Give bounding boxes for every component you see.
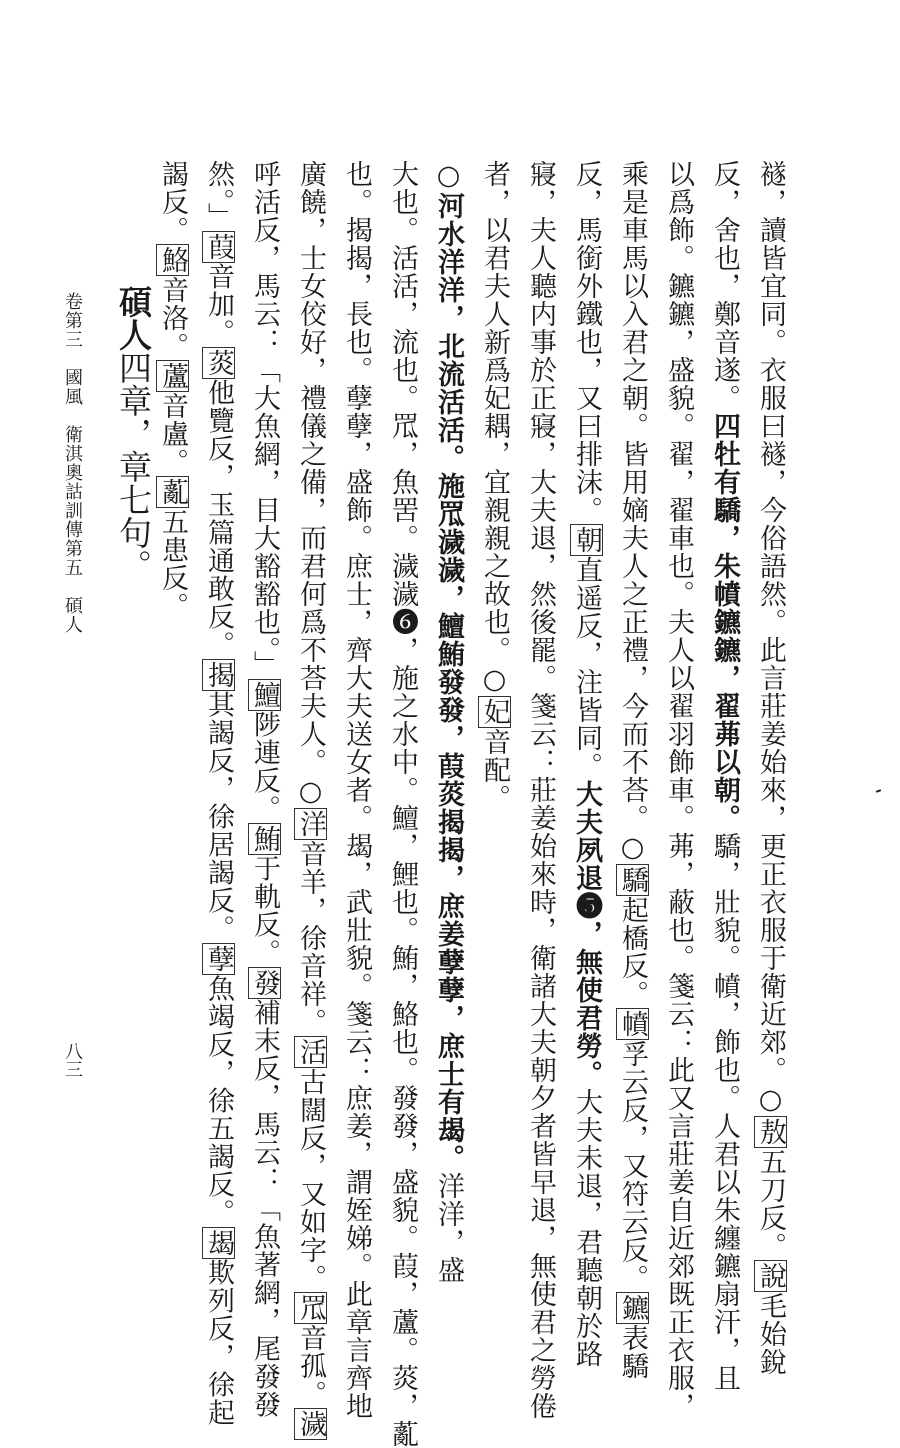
boxed-headword: 濊 (295, 1410, 326, 1438)
commentary-text: 衛諸大夫朝夕者皆早退，無使君之勞倦 (525, 944, 556, 1420)
boxed-headword: 蘆 (157, 362, 188, 390)
commentary-text: 洋洋，盛 (433, 1172, 464, 1284)
boxed-headword: 敖 (755, 1118, 786, 1146)
print-speck (876, 789, 881, 793)
boxed-headword: 朅 (203, 1228, 234, 1257)
commentary-text: 廣饒，士女佼好，禮儀之備，而君何爲不荅夫人。○ (295, 160, 326, 808)
commentary-text: 乘是車馬以入君之朝。皆用嫡夫人之正禮，今而不荅。○ (617, 160, 648, 864)
text-column-3 (658, 160, 698, 1420)
commentary-text: 毛始銳 (755, 1292, 786, 1376)
text-column-14 (152, 160, 192, 1250)
commentary-text: 齊大夫送女者。朅，武壯貌。箋云：庶姜，謂姪娣。此章言 (341, 636, 372, 1364)
commentary-text: 徐音祥。 (295, 924, 326, 1036)
commentary-text: 謁反。 (157, 160, 188, 244)
text-column-10 (336, 160, 376, 1420)
text-column-11 (290, 160, 330, 1438)
commentary-text: 鄭音遂。 (709, 300, 740, 412)
commentary-text: 補末反， (249, 998, 280, 1111)
commentary-text: 然。」 (203, 160, 234, 231)
boxed-headword: 葭 (203, 232, 234, 261)
commentary-text: 五患反。 (157, 508, 188, 620)
commentary-text: 徐起 (203, 1370, 234, 1427)
commentary-text: 反，舍也， (709, 160, 740, 300)
commentary-text: 徐五謁反。 (203, 1086, 234, 1227)
commentary-text: 也。揭揭，長也。孽孽，盛飾。庶士， (341, 160, 372, 636)
boxed-headword: 孽 (203, 944, 234, 973)
commentary-text: 莊姜自近郊既正衣服， (663, 1140, 694, 1420)
commentary-text: 于軌反。 (249, 854, 280, 967)
boxed-headword: 驕 (617, 866, 648, 894)
commentary-text: 者，以君夫人新爲妃耦，宜親親之故也。○ (479, 160, 510, 696)
section-title (108, 285, 158, 582)
commentary-text: 莊姜始來，更正衣服于 (755, 692, 786, 972)
boxed-headword: 鱣 (249, 680, 280, 709)
commentary-text: 孚云反，又符云反。 (617, 1040, 648, 1292)
commentary-text: 音羊， (295, 840, 326, 924)
section-title-name: 碩人 (114, 285, 153, 351)
text-column-4 (612, 160, 652, 1380)
boxed-headword: 幩 (617, 1010, 648, 1038)
page-number: 八三 (62, 1042, 83, 1078)
text-column-1 (750, 160, 790, 1376)
running-head: 卷第三 國風 衛淇奧詁訓傳第五 碩人 (62, 292, 83, 634)
boxed-headword: 發 (249, 968, 280, 997)
section-title-chapters: 四章，章七句。 (114, 351, 153, 582)
boxed-headword: 鑣 (617, 1294, 648, 1322)
commentary-text: 魚竭反， (203, 974, 234, 1087)
verse-text: 庶姜孽孽，庶士有朅。 (433, 892, 464, 1172)
commentary-text: 莊姜始來時， (525, 776, 556, 944)
commentary-text: 衛近郊。○ (755, 972, 786, 1116)
verse-text: 大夫夙退❺，無使君勞。 (571, 780, 602, 1088)
commentary-text: 表驕 (617, 1324, 648, 1380)
text-column-5 (566, 160, 606, 1368)
boxed-headword: 活 (295, 1038, 326, 1066)
commentary-text: 以爲飾。鑣鑣，盛貌。翟，翟車也。夫人以翟羽飾車。茀，蔽也。箋云：此又言 (663, 160, 694, 1140)
commentary-text: 襚，讀皆宜同。衣服曰襚，今俗語然。此言 (755, 160, 786, 692)
boxed-headword: 妃 (479, 698, 510, 726)
commentary-text: 大也。活活，流也。罛，魚罟。濊濊❻，施之水中。鱣，鯉也。鮪，鮥也。發發，盛貌。葭，蘆。菼，薍 (387, 160, 418, 1448)
commentary-text: 齊地 (341, 1364, 372, 1420)
commentary-text: 大夫未退，君聽朝於路 (571, 1088, 602, 1368)
commentary-text: 音加。 (203, 262, 234, 347)
commentary-text: 徐居謁反。 (203, 802, 234, 943)
commentary-text: 反，馬銜外鐵也，又曰排沫。 (571, 160, 602, 524)
commentary-text: 欺列反， (203, 1258, 234, 1371)
commentary-text: 驕，壯貌。幩，飾也。人君以朱纏鑣扇汗，且 (709, 832, 740, 1392)
commentary-text: 起橋反。 (617, 896, 648, 1008)
commentary-text: 直遥反，注皆同。 (571, 556, 602, 780)
commentary-text: 馬云：「魚著網，尾發發 (249, 1110, 280, 1419)
text-column-2 (704, 160, 744, 1392)
commentary-text: 五刀反。 (755, 1148, 786, 1260)
commentary-text: ○ (433, 160, 464, 192)
boxed-headword: 洋 (295, 810, 326, 838)
verse-text: 四牡有驕，朱幩鑣鑣，翟茀以朝。 (709, 412, 740, 832)
commentary-text: 古闊反，又如字。 (295, 1068, 326, 1292)
boxed-headword: 揭 (203, 660, 234, 689)
text-column-9 (382, 160, 422, 1448)
verse-text: 河水洋洋，北流活活。施罛濊濊，鱣鮪發發，葭菼揭揭， (433, 192, 464, 892)
commentary-text: 馬云：「大魚網，目大豁豁也。」 (249, 272, 280, 679)
commentary-text: 呼活反， (249, 160, 280, 272)
text-column-6 (520, 160, 560, 1420)
commentary-text: 他覽反，玉篇通敢反。 (203, 378, 234, 659)
commentary-text: 音盧。 (157, 392, 188, 476)
commentary-text: 音孤。 (295, 1324, 326, 1408)
boxed-headword: 鮪 (249, 824, 280, 853)
text-column-8 (428, 160, 468, 1284)
boxed-headword: 朝 (571, 526, 602, 554)
commentary-text: 音洛。 (157, 276, 188, 360)
boxed-headword: 鮥 (157, 246, 188, 274)
boxed-headword: 罛 (295, 1294, 326, 1322)
boxed-headword: 薍 (157, 478, 188, 506)
text-column-7 (474, 160, 514, 1250)
commentary-text: 陟連反。 (249, 710, 280, 823)
boxed-headword: 說 (755, 1262, 786, 1290)
text-column-12 (244, 160, 284, 1419)
text-column-13 (198, 160, 238, 1427)
commentary-text: 其謁反， (203, 690, 234, 803)
boxed-headword: 菼 (203, 348, 234, 377)
commentary-text: 音配。 (479, 728, 510, 812)
commentary-text: 寢，夫人聽内事於正寢，大夫退，然後罷。箋云： (525, 160, 556, 776)
